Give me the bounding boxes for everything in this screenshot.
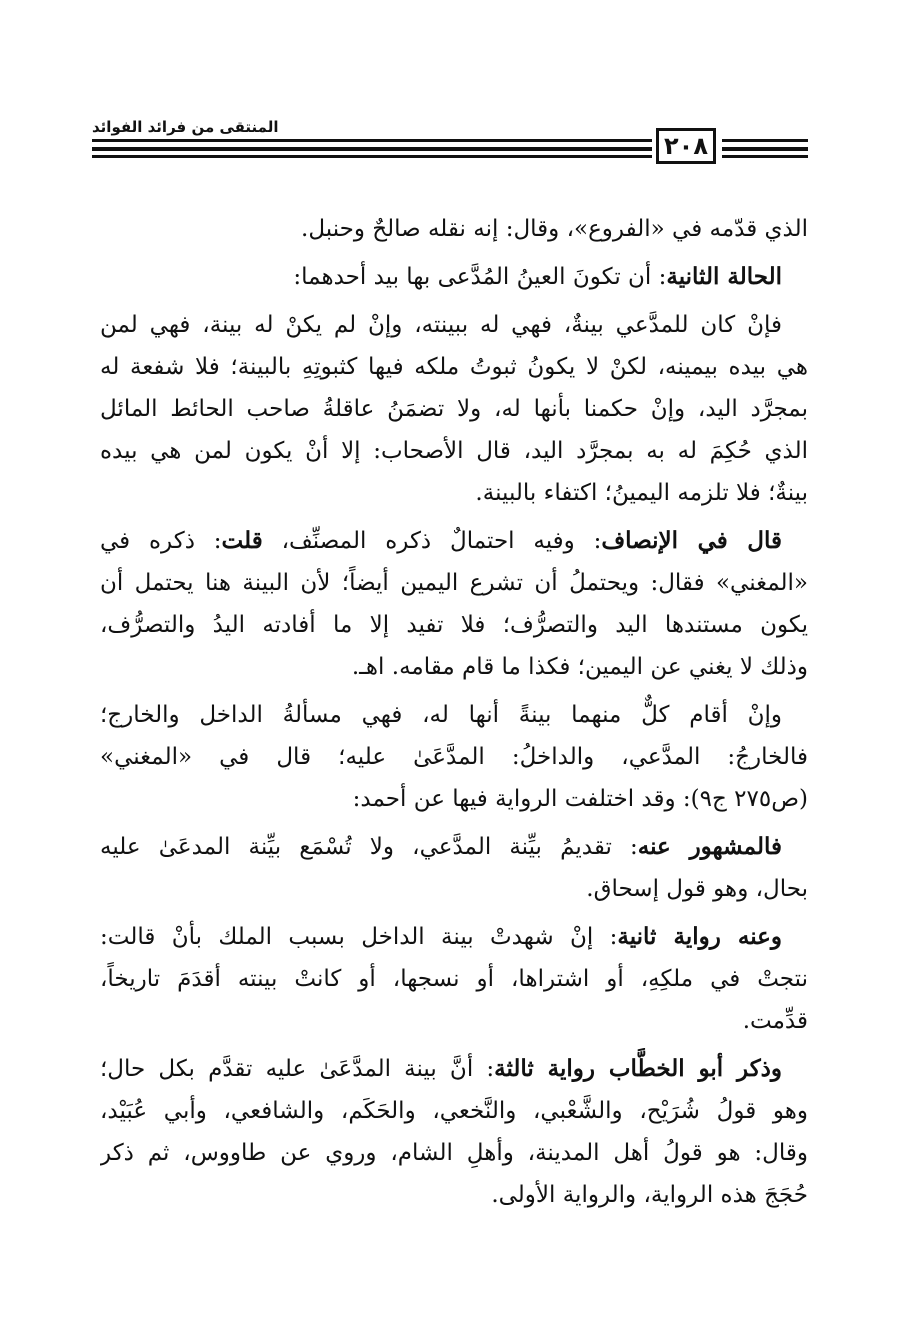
paragraph — [100, 826, 808, 910]
line-text: فالخارجُ: المدَّعي، والداخلُ: المدَّعَىٰ عليه؛ قال في «المغني» — [100, 744, 808, 770]
line-text: وذلك لا يغني عن اليمين؛ فكذا ما قام مقامه. اهـ. — [351, 654, 808, 680]
text-line — [100, 694, 808, 736]
text-line — [100, 736, 808, 778]
line-text: وقال: هو قولُ أهل المدينة، وأهلِ الشام، وروي عن طاووس، ثم ذكر — [100, 1140, 808, 1166]
line-text: قدِّمت. — [742, 1008, 808, 1034]
text-line — [100, 1090, 808, 1132]
line-text: : وفيه احتمالٌ ذكره المصنِّف، — [262, 528, 602, 554]
header-rule — [92, 147, 652, 151]
line-text: «المغني» فقال: ويحتملُ أن تشرع اليمين أيضاً؛ لأن البينة هنا يحتمل أن — [100, 570, 808, 596]
header-rule — [722, 155, 808, 158]
line-text: الذي حُكِمَ له به بمجرَّد اليد، قال الأصحاب: إلا أنْ يكون لمن هي بيده — [100, 438, 808, 464]
bold-lead: قلت — [221, 527, 263, 554]
text-line — [100, 778, 808, 820]
paragraph — [100, 916, 808, 1042]
bold-lead: الحالة الثانية — [666, 263, 782, 290]
line-text: : ذكره في — [100, 528, 222, 554]
line-text: (ص٢٧٥ ج٩): وقد اختلفت الرواية فيها عن أحمد: — [352, 786, 808, 812]
bold-lead: فالمشهور عنه — [637, 833, 782, 860]
text-line — [100, 346, 808, 388]
header-rule — [722, 147, 808, 151]
header-rule — [92, 139, 652, 142]
text-line — [100, 1000, 808, 1042]
bold-lead: وعنه رواية ثانية — [617, 923, 782, 950]
text-line — [100, 304, 808, 346]
text-line — [100, 868, 808, 910]
running-title: المنتقى من فرائد الفوائد — [92, 118, 279, 136]
line-text: : أنَّ بينة المدَّعَىٰ عليه تقدَّم بكل حال؛ — [100, 1056, 495, 1082]
text-line — [100, 1174, 808, 1216]
paragraph — [100, 520, 808, 688]
line-text: بمجرَّد اليد، وإنْ حكمنا بأنها له، ولا تضمَنُ عاقلةُ صاحب الحائط المائل — [100, 396, 808, 422]
line-text: وهو قولُ شُرَيْح، والشَّعْبي، والنَّخعي، والحَكَم، والشافعي، وأبي عُبَيْد، — [100, 1098, 808, 1124]
line-text: : أن تكونَ العينُ المُدَّعى بها بيد أحدهما: — [293, 264, 667, 290]
paragraph — [100, 694, 808, 820]
text-line — [100, 826, 808, 868]
text-line — [100, 958, 808, 1000]
line-text: حُجَجَ هذه الرواية، والرواية الأولى. — [491, 1182, 808, 1208]
paragraph — [100, 208, 808, 250]
line-text: نتجتْ في ملكِهِ، أو اشتراها، أو نسجها، أو كانتْ بينته أقدَمَ تاريخاً، — [100, 966, 808, 992]
bold-lead: وذكر أبو الخطَّاب رواية ثالثة — [494, 1055, 782, 1082]
line-text: بحال، وهو قول إسحاق. — [586, 876, 808, 902]
text-line — [100, 388, 808, 430]
text-line — [100, 208, 808, 250]
text-line — [100, 430, 808, 472]
header-rule — [92, 155, 652, 158]
bold-lead: قال في الإنصاف — [601, 527, 782, 554]
text-line — [100, 472, 808, 514]
line-text: بينةٌ؛ فلا تلزمه اليمينُ؛ اكتفاء بالبينة. — [475, 480, 808, 506]
body-text — [100, 208, 808, 1222]
line-text: : تقديمُ بيِّنة المدَّعي، ولا تُسْمَع بيِّنة المدعَىٰ عليه — [100, 834, 638, 860]
text-line — [100, 604, 808, 646]
line-text: : إنْ شهدتْ بينة الداخل بسبب الملك بأنْ قالت: — [100, 924, 618, 950]
page-number: ٢٠٨ — [656, 128, 716, 164]
text-line — [100, 256, 808, 298]
line-text: يكون مستندها اليد والتصرُّف؛ فلا تفيد إلا ما أفادته اليدُ والتصرُّف، — [100, 612, 808, 638]
text-line — [100, 916, 808, 958]
text-line — [100, 646, 808, 688]
text-line — [100, 562, 808, 604]
line-text: وإنْ أقام كلٌّ منهما بينةً أنها له، فهي مسألةُ الداخل والخارج؛ — [100, 702, 782, 728]
text-line — [100, 520, 808, 562]
line-text: فإنْ كان للمدَّعي بينةٌ، فهي له ببينته، وإنْ لم يكنْ له بينة، فهي لمن — [100, 312, 782, 338]
paragraph — [100, 1048, 808, 1216]
line-text: هي بيده بيمينه، لكنْ لا يكونُ ثبوتُ ملكه فيها كثبوتِهِ بالبينة؛ فلا شفعة له — [100, 354, 808, 380]
line-text: الذي قدّمه في «الفروع»، وقال: إنه نقله صالحٌ وحنبل. — [301, 216, 808, 242]
paragraph — [100, 304, 808, 514]
header-rule — [722, 139, 808, 142]
text-line — [100, 1048, 808, 1090]
paragraph — [100, 256, 808, 298]
text-line — [100, 1132, 808, 1174]
